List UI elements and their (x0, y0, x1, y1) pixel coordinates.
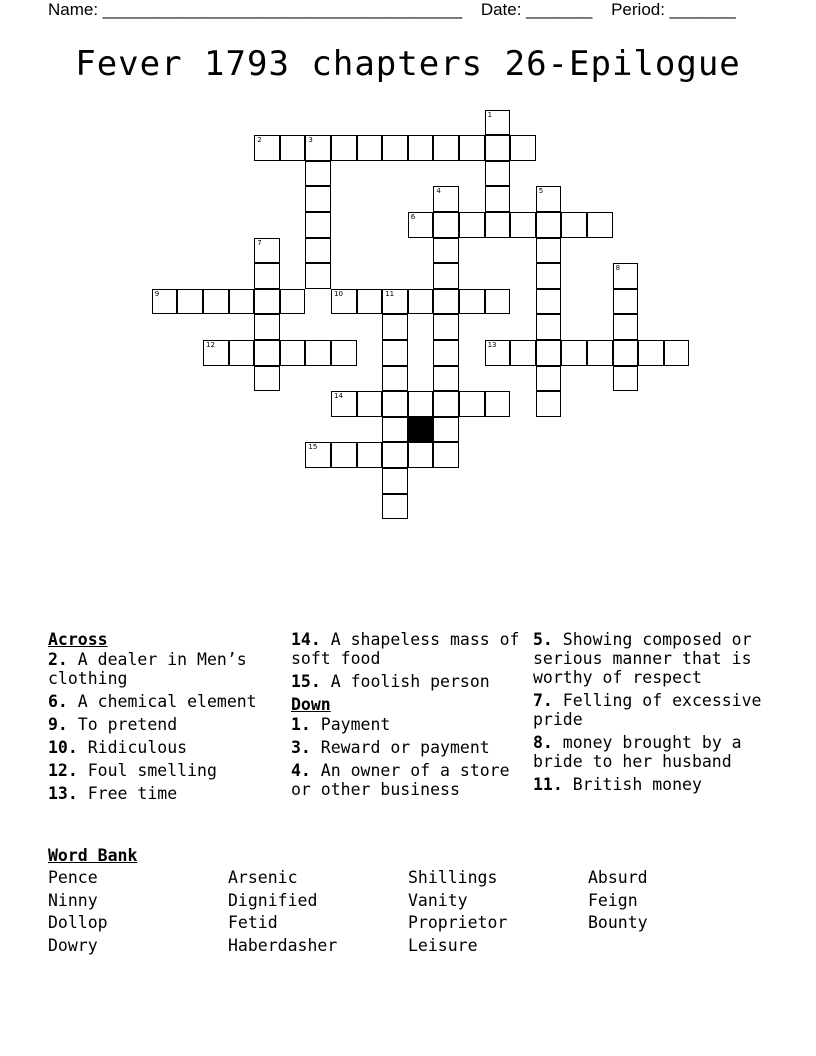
grid-cell[interactable] (459, 391, 485, 417)
grid-cell[interactable] (331, 289, 357, 315)
grid-cell[interactable] (433, 186, 459, 212)
across-clue (48, 784, 278, 803)
word-bank-item: Shillings (408, 868, 498, 887)
grid-cell[interactable] (254, 238, 280, 264)
grid-cell[interactable] (305, 263, 331, 289)
down-clue (533, 691, 763, 729)
grid-cell[interactable] (305, 161, 331, 187)
grid-cell[interactable] (331, 442, 357, 468)
across-clue (48, 692, 278, 711)
clue-number: 1. (291, 715, 311, 734)
grid-cell[interactable] (382, 135, 408, 161)
grid-cell[interactable] (433, 391, 459, 417)
across-clue (291, 630, 521, 668)
word-bank-item: Fetid (228, 913, 278, 932)
down-clue (533, 630, 763, 687)
word-bank-item: Ninny (48, 890, 98, 910)
grid-cell[interactable] (485, 110, 511, 136)
grid-cell[interactable] (433, 366, 459, 392)
clue-number: 11. (533, 775, 563, 794)
grid-cell[interactable] (382, 442, 408, 468)
grid-cell[interactable] (433, 340, 459, 366)
grid-cell[interactable] (433, 442, 459, 468)
clue-number: 10. (48, 738, 78, 757)
grid-cell[interactable] (459, 212, 485, 238)
clue-text: Showing composed or serious manner that is worthy of respect (533, 630, 752, 687)
grid-cell[interactable] (331, 391, 357, 417)
clue-text: A dealer in Men’s clothing (48, 650, 247, 688)
clue-column-2 (291, 630, 521, 803)
across-clue (48, 650, 278, 688)
word-bank-item: Absurd (588, 868, 648, 887)
clue-number-label: 11 (385, 289, 395, 298)
clue-column-1 (48, 630, 278, 807)
word-bank-item: Proprietor (408, 913, 508, 932)
word-bank-item: Dollop (48, 913, 108, 932)
grid-cell[interactable] (305, 442, 331, 468)
grid-cell[interactable] (408, 391, 434, 417)
period-line[interactable]: Period: _______ (611, 0, 736, 19)
clue-text: Payment (310, 715, 391, 734)
word-bank-item: Leisure (408, 935, 478, 955)
clue-number-label: 8 (615, 264, 621, 273)
grid-cell[interactable] (357, 442, 383, 468)
grid-cell[interactable] (203, 340, 229, 366)
grid-cell[interactable] (305, 340, 331, 366)
clue-text: An owner of a store or other business (291, 761, 510, 799)
clue-number-label: 10 (334, 289, 343, 298)
grid-cell[interactable] (382, 340, 408, 366)
clue-text: A chemical element (67, 692, 257, 711)
clue-text: Ridiculous (77, 738, 188, 757)
grid-cell[interactable] (305, 212, 331, 238)
grid-cell[interactable] (254, 289, 280, 315)
grid-cell[interactable] (587, 340, 613, 366)
across-clue (291, 672, 521, 691)
grid-cell[interactable] (305, 186, 331, 212)
grid-cell[interactable] (280, 135, 306, 161)
grid-cell[interactable] (561, 340, 587, 366)
clue-number-label: 7 (257, 238, 262, 247)
grid-cell[interactable] (408, 442, 434, 468)
grid-cell[interactable] (229, 340, 255, 366)
grid-cell[interactable] (433, 417, 459, 443)
grid-cell[interactable] (433, 135, 459, 161)
clue-number-label: 15 (308, 443, 318, 452)
across-clue (48, 715, 278, 734)
grid-cell[interactable] (331, 340, 357, 366)
word-bank (48, 846, 768, 955)
grid-cell[interactable] (536, 340, 562, 366)
grid-cell[interactable] (613, 366, 639, 392)
grid-cell[interactable] (305, 238, 331, 264)
grid-cell[interactable] (254, 340, 280, 366)
grid-cell[interactable] (459, 289, 485, 315)
across-clue (48, 761, 278, 780)
grid-cell[interactable] (536, 186, 562, 212)
grid-cell[interactable] (613, 263, 639, 289)
down-clue (533, 775, 763, 794)
grid-cell[interactable] (254, 263, 280, 289)
grid-cell[interactable] (561, 212, 587, 238)
clue-text: Reward or payment (310, 738, 490, 757)
clue-text: British money (562, 775, 702, 794)
grid-cell[interactable] (510, 340, 536, 366)
grid-cell[interactable] (408, 212, 434, 238)
clue-number: 8. (533, 733, 553, 752)
grid-cell[interactable] (382, 289, 408, 315)
grid-cell[interactable] (613, 289, 639, 315)
grid-cell[interactable] (485, 289, 511, 315)
grid-cell[interactable] (536, 212, 562, 238)
grid-cell[interactable] (382, 314, 408, 340)
word-bank-item: Haberdasher (228, 935, 338, 955)
name-line[interactable]: Name: ______________________________________ (48, 0, 463, 19)
across-heading: Across (48, 630, 108, 649)
word-bank-heading: Word Bank (48, 846, 138, 865)
grid-cell[interactable] (408, 289, 434, 315)
grid-cell[interactable] (280, 289, 306, 315)
clue-number-label: 14 (334, 392, 343, 401)
grid-cell[interactable] (485, 340, 511, 366)
clue-number: 15. (291, 672, 321, 691)
grid-cell[interactable] (587, 212, 613, 238)
down-clue (291, 715, 521, 734)
grid-cell[interactable] (357, 135, 383, 161)
grid-cell[interactable] (254, 366, 280, 392)
clue-number: 2. (48, 650, 68, 669)
word-bank-item: Dowry (48, 935, 98, 955)
grid-cell[interactable] (536, 314, 562, 340)
down-clue (533, 733, 763, 771)
clue-text: A foolish person (320, 672, 490, 691)
grid-cell[interactable] (382, 391, 408, 417)
clue-number: 6. (48, 692, 68, 711)
grid-cell[interactable] (613, 340, 639, 366)
down-clue (291, 738, 521, 757)
grid-cell[interactable] (485, 161, 511, 187)
word-bank-item: Feign (588, 890, 638, 910)
word-bank-list (48, 868, 768, 955)
clue-number-label: 12 (206, 341, 215, 349)
grid-cell[interactable] (485, 212, 511, 238)
grid-cell[interactable] (382, 494, 408, 520)
clue-column-3 (533, 630, 763, 798)
clue-number: 4. (291, 761, 311, 780)
grid-cell[interactable] (229, 289, 255, 315)
word-bank-item: Dignified (228, 890, 318, 910)
grid-cell[interactable] (382, 468, 408, 494)
down-clue (291, 761, 521, 799)
grid-cell[interactable] (433, 314, 459, 340)
grid-cell[interactable] (254, 314, 280, 340)
clue-number-label: 9 (154, 289, 160, 298)
black-square (408, 417, 434, 443)
grid-cell[interactable] (177, 289, 203, 315)
grid-cell[interactable] (331, 135, 357, 161)
grid-cell[interactable] (254, 135, 280, 161)
across-clue (48, 738, 278, 757)
clue-number: 12. (48, 761, 78, 780)
grid-cell[interactable] (408, 135, 434, 161)
clue-text: money brought by a bride to her husband (533, 733, 742, 771)
clue-text: A shapeless mass of soft food (291, 630, 520, 668)
grid-cell[interactable] (382, 417, 408, 443)
grid-cell[interactable] (305, 135, 331, 161)
clue-number: 5. (533, 630, 553, 649)
word-bank-item: Bounty (588, 913, 648, 932)
grid-cell[interactable] (510, 212, 536, 238)
clue-number-label: 4 (436, 187, 441, 196)
grid-cell[interactable] (357, 391, 383, 417)
clue-text: Free time (77, 784, 178, 803)
grid-cell[interactable] (433, 263, 459, 289)
clue-number-label: 13 (487, 341, 497, 349)
grid-cell[interactable] (510, 135, 536, 161)
grid-cell[interactable] (485, 186, 511, 212)
clue-number: 13. (48, 784, 78, 803)
grid-cell[interactable] (638, 340, 664, 366)
grid-cell[interactable] (433, 238, 459, 264)
grid-cell[interactable] (536, 263, 562, 289)
grid-cell[interactable] (433, 289, 459, 315)
clue-number: 14. (291, 630, 321, 649)
clue-text: Felling of excessive pride (533, 691, 762, 729)
clue-text: To pretend (67, 715, 178, 734)
grid-cell[interactable] (203, 289, 229, 315)
grid-cell[interactable] (280, 340, 306, 366)
down-heading: Down (291, 695, 331, 714)
word-bank-item: Vanity (408, 890, 468, 910)
grid-cell[interactable] (664, 340, 690, 366)
grid-cell[interactable] (357, 289, 383, 315)
grid-cell[interactable] (485, 135, 511, 161)
grid-cell[interactable] (152, 289, 178, 315)
grid-cell[interactable] (536, 366, 562, 392)
grid-cell[interactable] (382, 366, 408, 392)
clue-number: 3. (291, 738, 311, 757)
clue-number-label: 2 (257, 136, 262, 145)
date-line[interactable]: Date: _______ (480, 0, 593, 19)
grid-cell[interactable] (433, 212, 459, 238)
clue-number-label: 3 (308, 136, 313, 145)
grid-cell[interactable] (485, 391, 511, 417)
grid-cell[interactable] (536, 238, 562, 264)
grid-cell[interactable] (536, 289, 562, 315)
clue-number: 7. (533, 691, 553, 710)
word-bank-item: Pence (48, 868, 98, 887)
clue-number-label: 5 (538, 187, 544, 196)
clue-number-label: 6 (410, 213, 416, 221)
word-bank-item: Arsenic (228, 868, 298, 887)
clue-number-label: 1 (487, 110, 493, 119)
clue-number: 9. (48, 715, 68, 734)
clue-text: Foul smelling (77, 761, 217, 780)
grid-cell[interactable] (459, 135, 485, 161)
grid-cell[interactable] (613, 314, 639, 340)
page-title: Fever 1793 chapters 26-Epilogue (75, 44, 741, 84)
grid-cell[interactable] (536, 391, 562, 417)
